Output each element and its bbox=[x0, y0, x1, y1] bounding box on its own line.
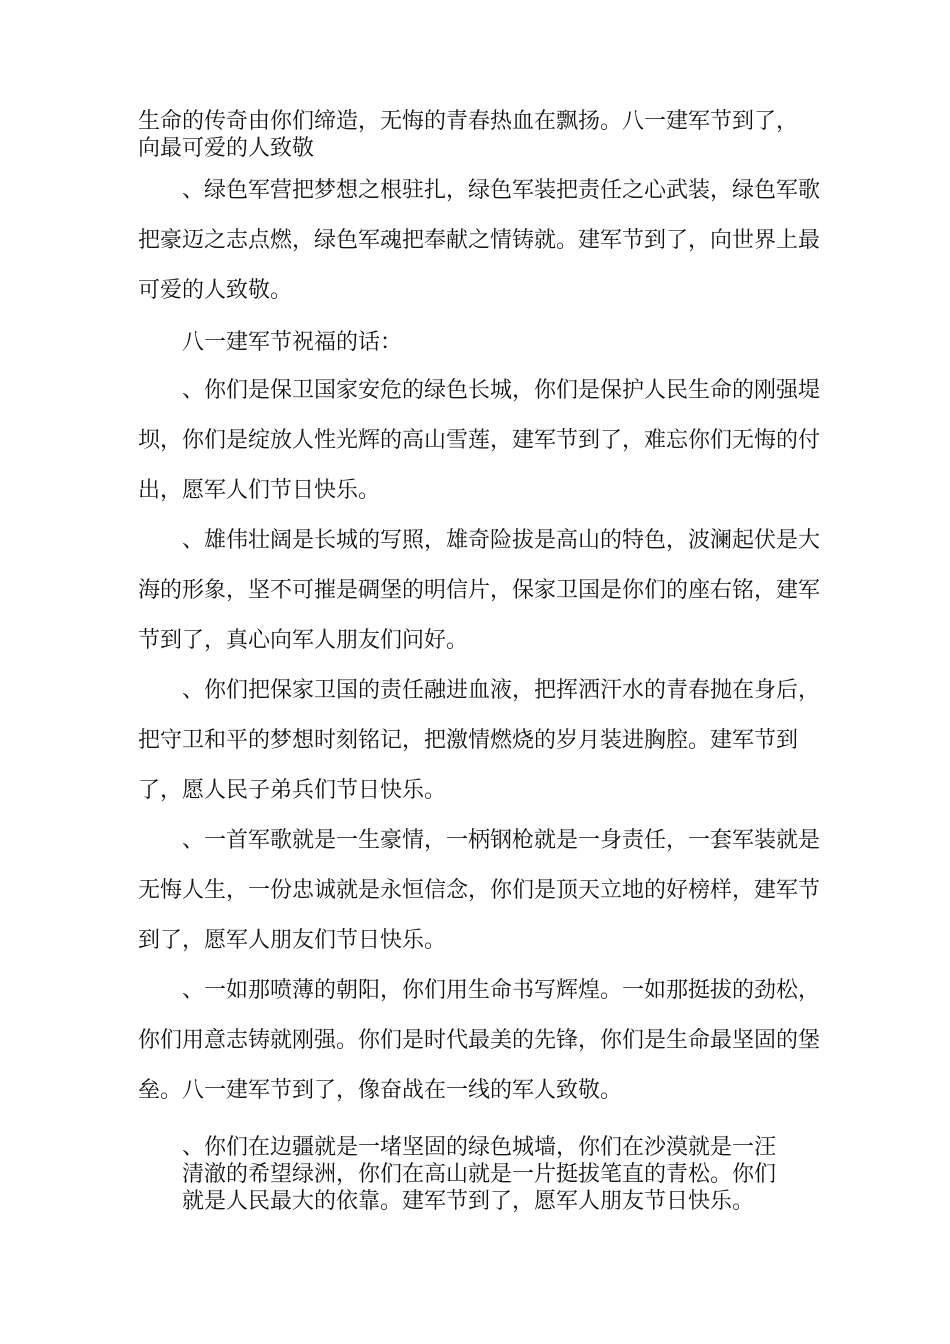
paragraph-morning-sun: 、一如那喷薄的朝阳，你们用生命书写辉煌。一如那挺拔的劲松，你们用意志铸就刚强。你们是时代最美的先锋，你们是生命最坚固的堡垒。八一建军节到了，像奋战在一线的军人致敬。 bbox=[138, 978, 821, 1103]
paragraph-duty: 、你们把保家卫国的责任融进血液，把挥洒汗水的青春抛在身后，把守卫和平的梦想时刻铭记，把激情燃烧的岁月装进胸腔。建军节到了，愿人民子弟兵们节日快乐。 bbox=[138, 678, 821, 803]
paragraph-army-song: 、一首军歌就是一生豪情，一柄钢枪就是一身责任，一套军装就是无悔人生，一份忠诚就是永恒信念，你们是顶天立地的好榜样，建军节到了，愿军人朋友们节日快乐。 bbox=[138, 828, 821, 953]
paragraph-majestic: 、雄伟壮阔是长城的写照，雄奇险拔是高山的特色，波澜起伏是大海的形象，坚不可摧是碉堡的明信片，保家卫国是你们的座右铭，建军节到了，真心向军人朋友们问好。 bbox=[138, 528, 821, 653]
paragraph-intro: 生命的传奇由你们缔造，无悔的青春热血在飘扬。八一建军节到了， 向最可爱的人致敬 bbox=[138, 109, 799, 161]
section-heading: 八一建军节祝福的话： bbox=[182, 330, 403, 355]
paragraph-frontier: 、你们在边疆就是一堵坚固的绿色城墙，你们在沙漠就是一汪 清澈的希望绿洲，你们在高山就是一片挺拔笔直的青松。你们 就是人民最大的依靠。建军节到了，愿军人朋友节日快乐。 bbox=[182, 1135, 777, 1214]
paragraph-great-wall: 、你们是保卫国家安危的绿色长城，你们是保护人民生命的刚强堤坝，你们是绽放人性光辉的高山雪莲，建军节到了，难忘你们无悔的付出，愿军人们节日快乐。 bbox=[138, 378, 821, 503]
paragraph-green-barracks: 、绿色军营把梦想之根驻扎，绿色军装把责任之心武装，绿色军歌把豪迈之志点燃，绿色军魂把奉献之情铸就。建军节到了，向世界上最可爱的人致敬。 bbox=[138, 178, 821, 303]
